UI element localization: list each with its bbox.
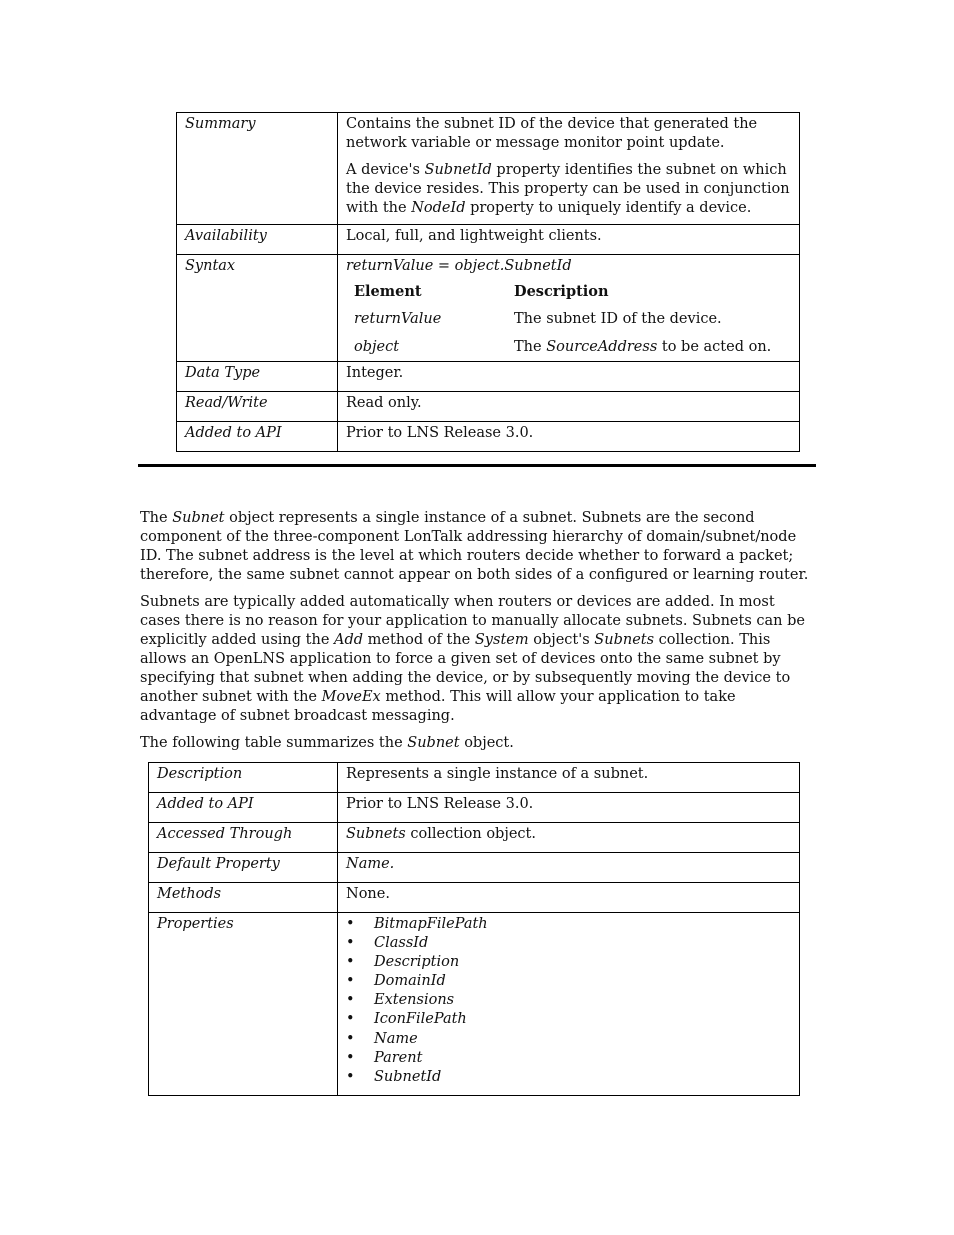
property-item: • DomainId — [346, 972, 791, 991]
summary-value — [338, 113, 800, 225]
body-paragraph-2: Subnets are typically added automatically when routers or devices are added. In most cases there is no reason for your application to manually allocate subnets. Subnets can be explicitly added using the Add method of the System object's Subnets collection. This allows an OpenLNS application to force a given set of devices onto the same subnet by specifying that subnet when adding the device, or by subsequently moving the device to another subnet with the MoveEx method. This will allow your application to take advantage of subnet broadcast messaging. — [140, 594, 805, 724]
summary-paragraph-2: A device's SubnetId property identifies the subnet on which the device resides. This property can be used in conjunction with the NodeId property to uniquely identify a device. — [346, 162, 790, 216]
property-item: • SubnetId — [346, 1068, 791, 1087]
property-item: • BitmapFilePath — [346, 915, 791, 934]
default-property-label: Default Property — [149, 853, 338, 883]
property-item: • ClassId — [346, 934, 791, 953]
summary-label: Summary — [177, 113, 338, 225]
property-table — [176, 112, 800, 452]
data-type-label: Data Type — [177, 362, 338, 392]
properties-row — [149, 913, 800, 1096]
syntax-value — [338, 255, 800, 362]
syntax-row — [177, 255, 800, 362]
summary-row — [177, 113, 800, 225]
element-description: The SourceAddress to be acted on. — [514, 339, 772, 355]
object-summary-table — [148, 762, 800, 1096]
element-header: Element — [354, 283, 422, 300]
properties-value — [338, 913, 800, 1096]
added-to-api-label: Added to API — [177, 422, 338, 452]
methods-row — [149, 883, 800, 913]
body-paragraph-1: The Subnet object represents a single instance of a subnet. Subnets are the second component of the three-component LonTalk addressing hierarchy of domain/subnet/node ID. The subnet address is the level at which routers decide whether to forward a packet; therefore, the same subnet cannot appear on both sides of a configured or learning router. — [140, 510, 809, 583]
properties-label: Properties — [149, 913, 338, 1096]
element-name: returnValue — [354, 311, 442, 327]
summary-paragraph-1: Contains the subnet ID of the device that generated the network variable or message monitor point update. — [346, 116, 758, 151]
element-name: object — [354, 339, 400, 355]
availability-label: Availability — [177, 225, 338, 255]
methods-label: Methods — [149, 883, 338, 913]
read-write-row — [177, 392, 800, 422]
methods-value: None. — [338, 883, 800, 913]
added-to-api-value: Prior to LNS Release 3.0. — [338, 793, 800, 823]
syntax-header-row — [346, 282, 791, 310]
property-item: • Extensions — [346, 991, 791, 1010]
added-to-api-label: Added to API — [149, 793, 338, 823]
read-write-value: Read only. — [338, 392, 800, 422]
description-label: Description — [149, 763, 338, 793]
accessed-through-row — [149, 823, 800, 853]
accessed-through-label: Accessed Through — [149, 823, 338, 853]
default-property-row — [149, 853, 800, 883]
syntax-label: Syntax — [177, 255, 338, 362]
property-item: • Description — [346, 953, 791, 972]
availability-value: Local, full, and lightweight clients. — [338, 225, 800, 255]
description-row — [149, 763, 800, 793]
property-item: • Name — [346, 1030, 791, 1049]
read-write-label: Read/Write — [177, 392, 338, 422]
syntax-elements-table — [346, 282, 791, 357]
added-to-api-row — [177, 422, 800, 452]
description-value: Represents a single instance of a subnet. — [338, 763, 800, 793]
added-to-api-value: Prior to LNS Release 3.0. — [338, 422, 800, 452]
subnet-object-description — [140, 509, 816, 753]
section-divider — [138, 464, 816, 467]
availability-row — [177, 225, 800, 255]
syntax-element-row — [346, 310, 791, 338]
properties-list — [346, 915, 791, 1087]
accessed-through-value: Subnets collection object. — [338, 823, 800, 853]
property-item: • IconFilePath — [346, 1010, 791, 1029]
syntax-element-row — [346, 338, 791, 357]
data-type-row — [177, 362, 800, 392]
default-property-value: Name. — [338, 853, 800, 883]
element-description: The subnet ID of the device. — [514, 311, 722, 327]
syntax-expression: returnValue = object.SubnetId — [346, 258, 572, 274]
property-item: • Parent — [346, 1049, 791, 1068]
description-header: Description — [514, 283, 609, 300]
added-to-api-row — [149, 793, 800, 823]
data-type-value: Integer. — [338, 362, 800, 392]
body-paragraph-3: The following table summarizes the Subnet object. — [140, 735, 514, 751]
